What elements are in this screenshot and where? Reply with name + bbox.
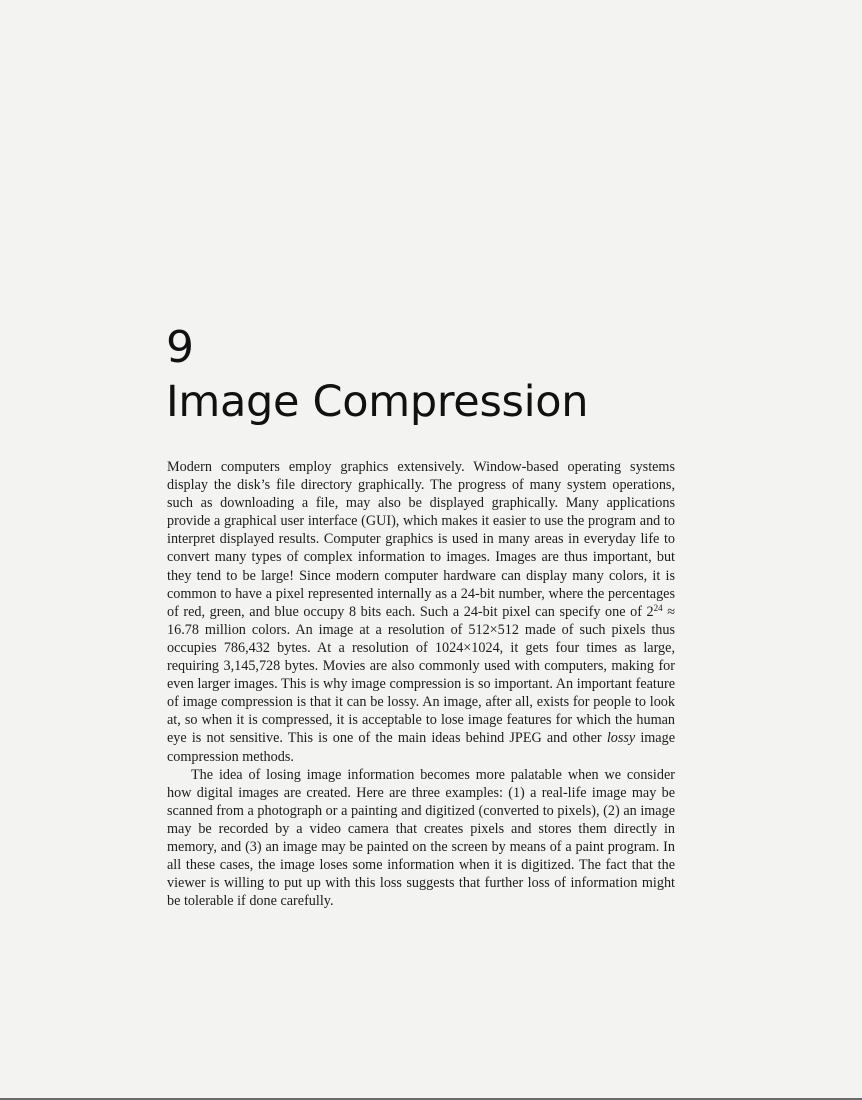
paragraph-1 bbox=[167, 458, 675, 766]
paragraph-1-part-2: ≈ 16.78 million colors. An image at a resolution of 512×512 made of such pixels thus occupies 786,432 bytes. At a resolution of 1024×1024, it gets four times as large, requiring 3,145,728 bytes. Movies are also commonly used with computers, making for even larger images. This is why image compression is so important. An important feature of image compression is that it can be lossy. An image, after all, exists for people to look at, so when it is compressed, it is acceptable to lose image features for which the human eye is not sensitive. This is one of the main ideas behind JPEG and other bbox=[167, 603, 675, 747]
chapter-body bbox=[167, 458, 675, 910]
chapter-title: Image Compression bbox=[166, 377, 589, 427]
chapter-number: 9 bbox=[166, 322, 194, 373]
exponent: 24 bbox=[653, 602, 663, 613]
paragraph-1-part-1: Modern computers employ graphics extensively. Window-based operating systems display the disk’s file directory graphically. The progress of many system operations, such as downloading a file, may also be displayed graphically. Many applications provide a graphical user interface (GUI), which makes it easier to use the program and to interpret displayed results. Computer graphics is used in many areas in everyday life to convert many types of complex information to images. Images are thus important, but they tend to be large! Since modern computer hardware can display many colors, it is common to have a pixel represented internally as a 24-bit number, where the percentages of red, green, and blue occupy 8 bits each. Such a 24-bit pixel can specify one of 2 bbox=[167, 459, 675, 620]
paragraph-2: The idea of losing image information becomes more palatable when we consider how digital images are created. Here are three examples: (1) a real-life image may be scanned from a photograph or a painting and digitized (converted to pixels), (2) an image may be recorded by a video camera that creates pixels and stores them directly in memory, and (3) an image may be painted on the screen by means of a paint program. In all these cases, the image loses some information when it is digitized. The fact that the viewer is willing to put up with this loss suggests that further loss of information might be tolerable if done carefully. bbox=[167, 766, 675, 910]
paragraph-1-part-3: image compression methods. bbox=[167, 730, 675, 765]
emphasis-lossy: lossy bbox=[606, 730, 636, 747]
